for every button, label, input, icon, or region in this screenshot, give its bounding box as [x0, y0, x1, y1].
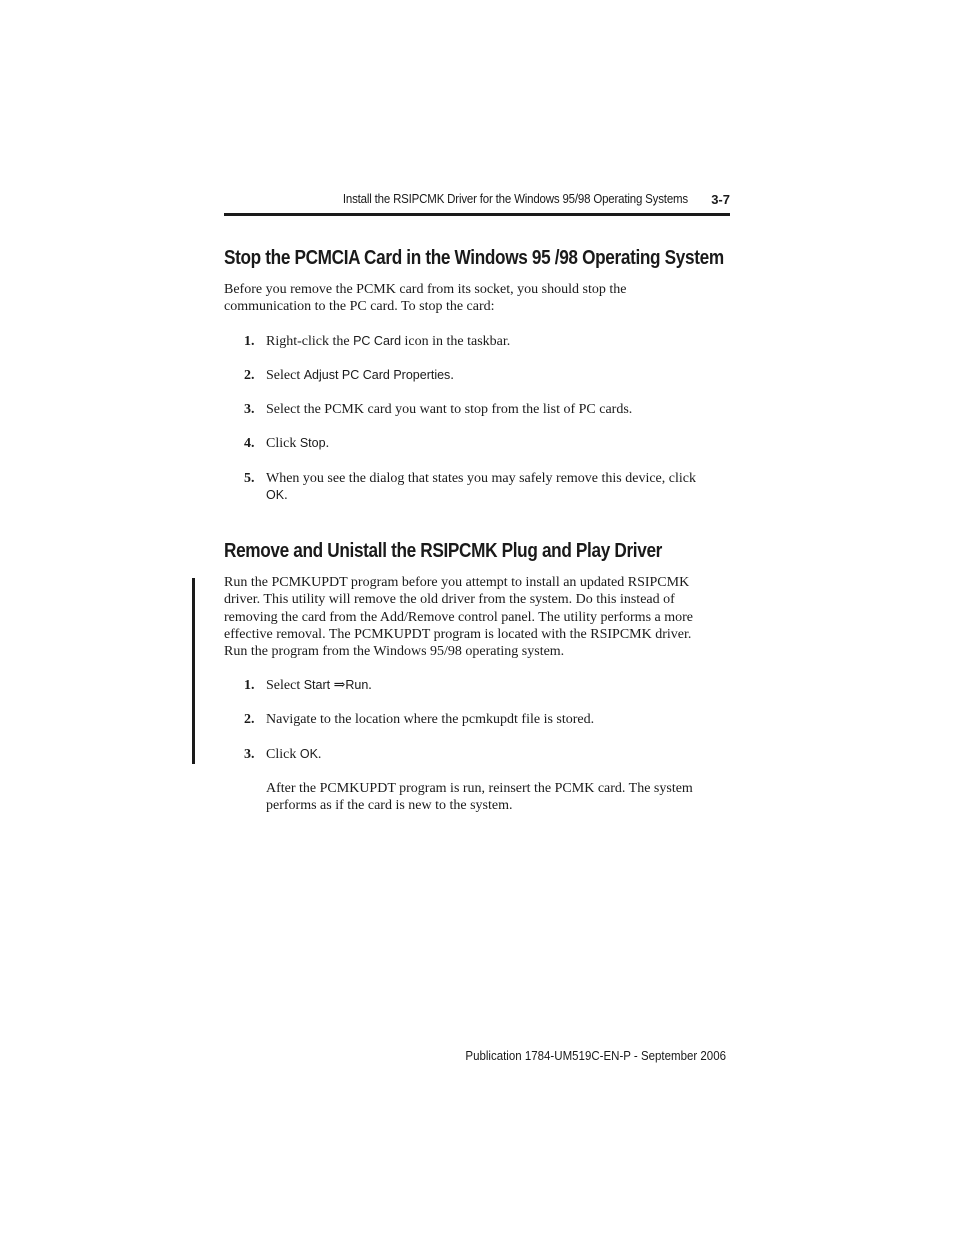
section2-intro-line: effective removal. The PCMKUPDT program is located with the RSIPCMK driver.	[224, 626, 692, 642]
section2-intro-line: driver. This utility will remove the old driver from the system. Do this instead of	[224, 592, 675, 608]
section1-intro-line: communication to the PC card. To stop the card:	[224, 299, 495, 315]
step-text: Select the PCMK card you want to stop from the list of PC cards.	[266, 402, 633, 417]
section2-intro-line: Run the PCMKUPDT program before you attempt to install an updated RSIPCMK	[224, 575, 690, 590]
ui-term: OK	[266, 488, 285, 502]
step-text: Navigate to the location where the pcmkupdt file is stored.	[266, 712, 595, 727]
step-followup	[266, 780, 736, 815]
ui-term: PC Card	[353, 334, 402, 348]
step-text: Select Start ⇒Run.	[266, 678, 372, 693]
step-number: 1.	[244, 678, 255, 693]
section1-intro-line: Before you remove the PCMK card from its socket, you should stop the	[224, 282, 627, 297]
section-heading-stop-pcmcia: Stop the PCMCIA Card in the Windows 95 /98 Operating System	[224, 247, 724, 269]
step-number: 3.	[244, 747, 255, 762]
ui-term: Start	[303, 678, 331, 692]
section-heading-remove-driver: Remove and Unistall the RSIPCMK Plug and Play Driver	[224, 540, 663, 562]
arrow-symbol: ⇒	[333, 678, 346, 693]
ui-term: Adjust PC Card Properties	[303, 368, 451, 382]
page-number: 3-7	[711, 192, 730, 207]
running-header-title: Install the RSIPCMK Driver for the Windows 95/98 Operating Systems	[342, 192, 688, 206]
step-text: Select Adjust PC Card Properties.	[266, 368, 454, 383]
section1-intro	[224, 281, 734, 316]
section2-intro-line: Run the program from the Windows 95/98 operating system.	[224, 644, 565, 660]
step-text: Click OK.	[266, 747, 322, 762]
change-bar	[192, 578, 195, 764]
step-number: 2.	[244, 712, 255, 727]
publication-footer: Publication 1784-UM519C-EN-P - September 2006	[465, 1049, 726, 1063]
step-number: 2.	[244, 368, 255, 383]
step-text: Click Stop.	[266, 436, 330, 451]
header-rule	[224, 213, 730, 216]
step-number: 3.	[244, 402, 255, 417]
step-number: 1.	[244, 334, 255, 349]
section2-intro	[224, 574, 734, 660]
step-number: 4.	[244, 436, 255, 451]
step-number: 5.	[244, 471, 255, 486]
ui-term: Run	[345, 678, 369, 692]
step-followup-line: performs as if the card is new to the system.	[266, 798, 513, 814]
step-followup-line: After the PCMKUPDT program is run, reinsert the PCMK card. The system	[266, 781, 693, 796]
ui-term: OK	[299, 747, 318, 761]
section2-intro-line: removing the card from the Add/Remove control panel. The utility performs a more	[224, 609, 693, 625]
step-text: When you see the dialog that states you may safely remove this device, click OK.	[266, 471, 696, 503]
ui-term: Stop	[299, 436, 326, 450]
step-text: Right-click the PC Card icon in the taskbar.	[266, 334, 511, 349]
